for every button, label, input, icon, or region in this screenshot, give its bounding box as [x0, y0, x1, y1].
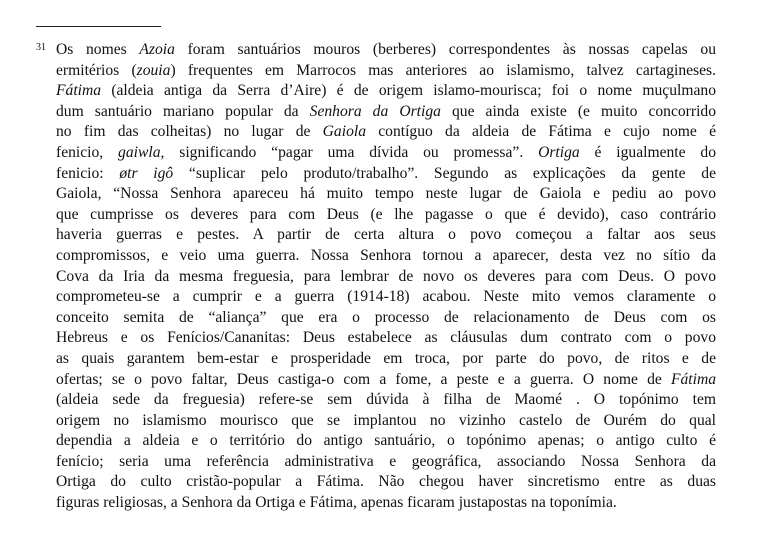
footnote-line: Fátima (aldeia antiga da Serra d’Aire) é de origem islamo-mourisca; foi o nome muçulmano [56, 82, 716, 100]
italic-term: Azoia [139, 41, 175, 58]
footnote-line: Hebreus e os Fenícios/Cananitas: Deus estabelece as cláusulas dum contrato com o povo [56, 329, 716, 347]
footnote-line: fenício; seria uma referência administrativa e geográfica, associando Nossa Senhora da [56, 452, 716, 470]
italic-term: Gaiola [322, 123, 366, 141]
footnote-31 [36, 40, 716, 514]
footnote-line: Cova da Iria da mesma freguesia, para lembrar de novo os deveres para com Deus. O povo [56, 267, 716, 285]
italic-term: Senhora da Ortiga [309, 102, 441, 120]
footnote-line: Ortiga do culto cristão-popular a Fátima. Não chegou haver sincretismo entre as duas [56, 473, 716, 491]
footnote-line: as quais garantem bem-estar e prosperidade em troca, por parte do povo, de ritos e de [56, 349, 716, 367]
footnote-line: ofertas; se o povo faltar, Deus castiga-o com a fome, a peste e a guerra. O nome de Fátima [56, 370, 716, 388]
footnote-line: Os nomes Azoia foram santuários mouros (berberes) correspondentes às nossas capelas ou [56, 41, 716, 58]
footnote-line: no fim das colheitas) no lugar de Gaiola contíguo da aldeia de Fátima e cujo nome é [56, 123, 717, 141]
footnote-separator-rule [36, 26, 161, 27]
footnote-text [36, 40, 716, 514]
footnote-line: fenicio, gaiwla, significando “pagar uma dívida ou promessa”. Ortiga é igualmente do [56, 143, 716, 161]
footnote-line: conceito semita de “aliança” que era o processo de relacionamento de Deus com os [56, 308, 716, 326]
footnote-line: dum santuário mariano popular da Senhora da Ortiga que ainda existe (e muito concorrido [56, 102, 716, 120]
footnote-line: dependia a aldeia e o território do antigo santuário, o topónimo apenas; o antigo culto é [56, 432, 716, 450]
footnote-line: figuras religiosas, a Senhora da Ortiga e Fátima, apenas ficaram justapostas na toponímia. [56, 494, 617, 512]
italic-term: øtr igô [119, 164, 174, 182]
footnote-line: Gaiola, “Nossa Senhora apareceu há muito tempo neste lugar de Gaiola e pediu ao povo [56, 185, 716, 203]
footnote-line: haveria guerras e pestes. A partir de certa altura o povo começou a faltar aos seus [56, 226, 716, 244]
italic-term: Ortiga [538, 143, 580, 161]
italic-term: gaiwla [118, 143, 161, 161]
footnote-line: fenicio: øtr igô “suplicar pelo produto/trabalho”. Segundo as explicações da gente de [56, 164, 716, 182]
footnote-number: 31 [36, 42, 46, 53]
footnote-line: (aldeia sede da freguesia) refere-se sem dúvida à filha de Maomé . O topónimo tem [56, 391, 716, 409]
footnote-line: ermitérios (zouia) frequentes em Marrocos mas anteriores ao islamismo, talvez cartagineses. [56, 61, 717, 79]
italic-term: Fátima [56, 82, 102, 100]
footnote-line: origem no islamismo mourisco que se implantou no vizinho castelo de Ourém do qual [56, 411, 716, 429]
italic-term: Fátima [670, 370, 716, 388]
footnote-line: compromissos, e veio uma guerra. Nossa Senhora tornou a aparecer, desta vez no sítio da [56, 246, 716, 264]
footnote-line: que cumprisse os deveres para com Deus (e lhe pagasse o que é devido), caso contrário [56, 205, 716, 223]
footnote-line: comprometeu-se a cumprir e a guerra (1914-18) acabou. Neste mito vemos claramente o [56, 288, 716, 306]
italic-term: zouia [136, 61, 171, 79]
